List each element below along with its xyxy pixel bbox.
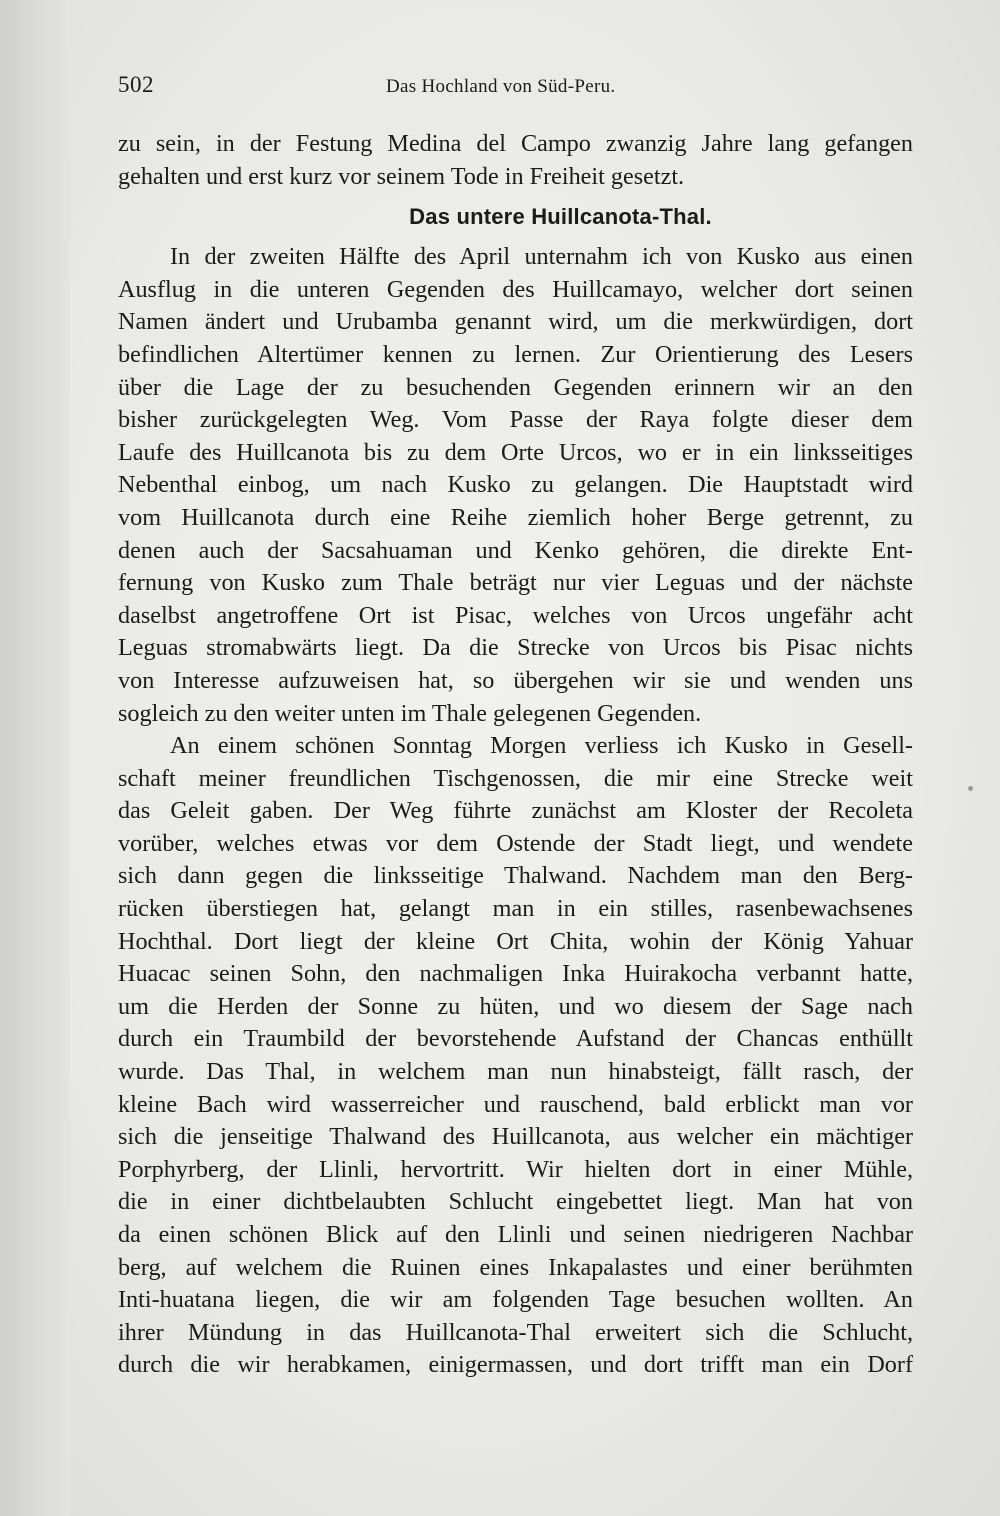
- page-header: [118, 72, 918, 102]
- text-line: das Geleit gaben. Der Weg führte zunächst am Kloster der Recoleta: [118, 797, 913, 825]
- text-line: sich die jenseitige Thalwand des Huillcanota, aus welcher ein mächtiger: [118, 1123, 913, 1151]
- text-line: Inti-huatana liegen, die wir am folgenden Tage besuchen wollten. An: [118, 1286, 913, 1314]
- text-line: kleine Bach wird wasserreicher und rauschend, bald erblickt man vor: [118, 1090, 913, 1118]
- text-line: denen auch der Sacsahuaman und Kenko gehören, die direkte Ent-: [118, 536, 913, 564]
- text-line: rücken überstiegen hat, gelangt man in ein stilles, rasenbewachsenes: [118, 895, 913, 923]
- text-line: Huacac seinen Sohn, den nachmaligen Inka Huirakocha verbannt hatte,: [118, 960, 913, 988]
- running-head: Das Hochland von Süd-Peru.: [386, 76, 616, 97]
- text-line: vorüber, welches etwas vor dem Ostende der Stadt liegt, und wendete: [118, 829, 913, 857]
- text-line: über die Lage der zu besuchenden Gegenden erinnern wir an den: [118, 373, 913, 401]
- text-line: befindlichen Altertümer kennen zu lernen. Zur Orientierung des Lesers: [118, 340, 913, 368]
- text-line: Porphyrberg, der Llinli, hervortritt. Wir hielten dort in einer Mühle,: [118, 1155, 913, 1183]
- text-line: berg, auf welchem die Ruinen eines Inkapalastes und einer berühmten: [118, 1253, 913, 1281]
- text-line: von Interesse aufzuweisen hat, so übergehen wir sie und wenden uns: [118, 666, 913, 694]
- text-line: Leguas stromabwärts liegt. Da die Strecke von Urcos bis Pisac nichts: [118, 634, 913, 662]
- text-line: durch ein Traumbild der bevorstehende Aufstand der Chancas enthüllt: [118, 1025, 913, 1053]
- text-line: sich dann gegen die linksseitige Thalwand. Nachdem man den Berg-: [118, 862, 913, 890]
- body-text: [118, 128, 913, 1382]
- paper-speck: [968, 786, 973, 791]
- text-line: Ausflug in die unteren Gegenden des Huillcamayo, welcher dort seinen: [118, 275, 913, 303]
- text-line: durch die wir herabkamen, einigermassen, und dort trifft man ein Dorf: [118, 1351, 913, 1379]
- text-line: Namen ändert und Urubamba genannt wird, um die merkwürdigen, dort: [118, 308, 913, 336]
- page-number: 502: [118, 72, 154, 97]
- text-line: daselbst angetroffene Ort ist Pisac, welches von Urcos ungefähr acht: [118, 601, 913, 629]
- text-line: wurde. Das Thal, in welchem man nun hinabsteigt, fällt rasch, der: [118, 1058, 913, 1086]
- section-heading: Das untere Huillcanota-Thal.: [409, 204, 712, 230]
- text-line: Laufe des Huillcanota bis zu dem Orte Urcos, wo er in ein linksseitiges: [118, 438, 913, 466]
- text-line: Nebenthal einbog, um nach Kusko zu gelangen. Die Hauptstadt wird: [118, 471, 913, 499]
- text-line: um die Herden der Sonne zu hüten, und wo diesem der Sage nach: [118, 992, 913, 1020]
- text-line: fernung von Kusko zum Thale beträgt nur vier Leguas und der nächste: [118, 569, 913, 597]
- text-line: Hochthal. Dort liegt der kleine Ort Chita, wohin der König Yahuar: [118, 927, 913, 955]
- text-line: In der zweiten Hälfte des April unternahm ich von Kusko aus einen: [170, 243, 913, 271]
- text-line: gehalten und erst kurz vor seinem Tode in Freiheit gesetzt.: [118, 162, 685, 190]
- text-line: An einem schönen Sonntag Morgen verliess ich Kusko in Gesell-: [170, 732, 913, 760]
- text-line: schaft meiner freundlichen Tischgenossen, die mir eine Strecke weit: [118, 764, 913, 792]
- text-line: ihrer Mündung in das Huillcanota-Thal erweitert sich die Schlucht,: [118, 1318, 913, 1346]
- text-line: bisher zurückgelegten Weg. Vom Passe der Raya folgte dieser dem: [118, 406, 913, 434]
- text-line: sogleich zu den weiter unten im Thale gelegenen Gegenden.: [118, 699, 702, 727]
- text-line: die in einer dichtbelaubten Schlucht eingebettet liegt. Man hat von: [118, 1188, 913, 1216]
- text-line: zu sein, in der Festung Medina del Campo zwanzig Jahre lang gefangen: [118, 130, 913, 157]
- page-gutter-shadow: [0, 0, 70, 1516]
- text-line: da einen schönen Blick auf den Llinli und seinen niedrigeren Nachbar: [118, 1221, 913, 1248]
- text-line: vom Huillcanota durch eine Reihe ziemlich hoher Berge getrennt, zu: [118, 503, 913, 531]
